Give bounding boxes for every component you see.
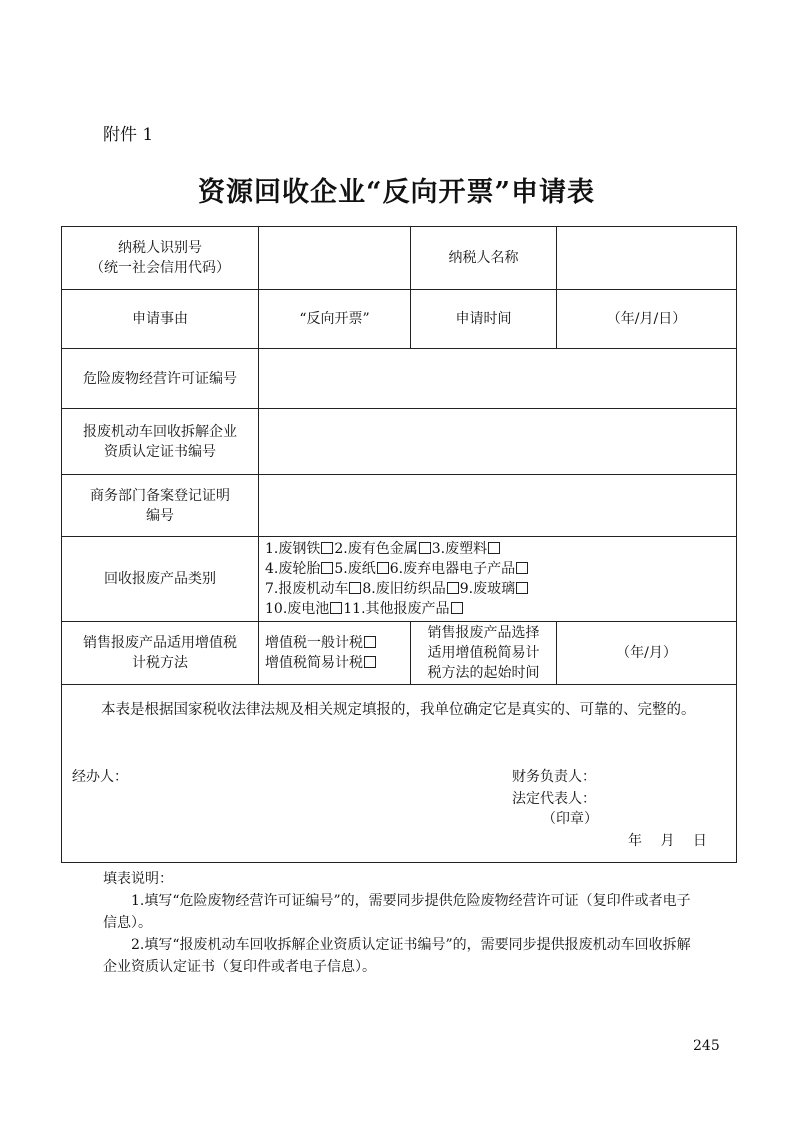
vehicle-cert-label — [62, 409, 259, 475]
taxpayer-id-label-line2: （统一社会信用代码） — [90, 260, 230, 276]
vat-method-label-line2: 计税方法 — [132, 655, 188, 671]
category-8-checkbox[interactable] — [447, 582, 459, 594]
category-9-checkbox[interactable] — [516, 582, 528, 594]
taxpayer-id-field[interactable] — [259, 227, 411, 290]
category-4-checkbox[interactable] — [321, 562, 333, 574]
form-title: 资源回收企业“反向开票”申请表 — [197, 177, 596, 208]
reason-label: 申请事由 — [62, 290, 259, 349]
reason-value: “反向开票” — [259, 290, 411, 349]
vat-general-label: 增值税一般计税 — [265, 635, 363, 651]
vat-option-general — [265, 633, 404, 653]
vehicle-cert-field[interactable] — [259, 409, 737, 475]
simple-start-label — [411, 622, 557, 685]
vehicle-cert-label-line2: 资质认定证书编号 — [104, 443, 216, 460]
vat-general-checkbox[interactable] — [364, 636, 376, 648]
category-6-checkbox[interactable] — [516, 562, 528, 574]
apply-time-field[interactable]: （年/月/日） — [557, 290, 737, 349]
note-item-2: 2.填写“报废机动车回收拆解企业资质认定证书编号”的，需要同步提供报废机动车回收拆解企业资质认定证书（复印件或者电子信息）。 — [103, 937, 691, 975]
taxpayer-id-label — [62, 227, 259, 290]
category-line — [265, 559, 730, 579]
category-7-checkbox[interactable] — [349, 582, 361, 594]
taxpayer-name-label: 纳税人名称 — [411, 227, 557, 290]
hazard-license-field[interactable] — [259, 349, 737, 409]
taxpayer-name-field[interactable] — [557, 227, 737, 290]
simple-start-label-line3: 税方法的起始时间 — [427, 665, 540, 681]
category-11-checkbox[interactable] — [451, 602, 463, 614]
agent-label: 经办人： — [72, 769, 128, 785]
commerce-field[interactable] — [259, 475, 737, 537]
category-3-checkbox[interactable] — [488, 542, 500, 554]
hazard-license-label: 危险废物经营许可证编号 — [62, 349, 259, 409]
date-label: 年 月 日 — [628, 833, 707, 849]
category-6-label: 6.废弃电器电子产品 — [389, 561, 516, 577]
page-number: 245 — [693, 1038, 720, 1054]
note-item-1: 1.填写“危险废物经营许可证编号”的，需要同步提供危险废物经营许可证（复印件或者电子信息）。 — [103, 893, 691, 931]
declaration-cell — [62, 685, 737, 863]
finance-head-label: 财务负责人： — [512, 769, 596, 785]
category-line — [265, 599, 730, 619]
commerce-label-line1: 商务部门备案登记证明 — [90, 487, 230, 504]
vat-simple-checkbox[interactable] — [364, 656, 376, 668]
commerce-label-line2: 编号 — [146, 507, 174, 524]
category-8-label: 8.废旧纺织品 — [362, 581, 446, 597]
simple-start-label-line2: 适用增值税简易计 — [427, 645, 540, 661]
category-3-label: 3.废塑料 — [431, 541, 488, 557]
category-5-label: 5.废纸 — [334, 561, 376, 577]
vat-method-label-line1: 销售报废产品适用增值税 — [83, 635, 237, 651]
category-7-label: 7.报废机动车 — [265, 581, 349, 597]
category-1-checkbox[interactable] — [321, 542, 333, 554]
commerce-label — [62, 475, 259, 537]
vat-option-simple — [265, 653, 404, 673]
category-line — [265, 539, 730, 559]
category-2-label: 2.废有色金属 — [334, 541, 418, 557]
category-4-label: 4.废轮胎 — [265, 561, 321, 577]
category-label: 回收报废产品类别 — [62, 537, 259, 622]
apply-time-label: 申请时间 — [411, 290, 557, 349]
category-line — [265, 579, 730, 599]
category-10-label: 10.废电池 — [265, 601, 330, 617]
filling-notes — [103, 868, 703, 978]
vat-simple-label: 增值税简易计税 — [265, 655, 363, 671]
vat-method-options — [259, 622, 411, 685]
category-2-checkbox[interactable] — [419, 542, 431, 554]
simple-start-label-line1: 销售报废产品选择 — [427, 625, 540, 641]
legal-rep-label: 法定代表人： — [512, 791, 596, 807]
category-9-label: 9.废玻璃 — [459, 581, 516, 597]
application-form-table — [61, 226, 737, 863]
category-options — [259, 537, 737, 622]
category-1-label: 1.废钢铁 — [265, 541, 321, 557]
vehicle-cert-label-line1: 报废机动车回收拆解企业 — [83, 423, 237, 440]
seal-label: （印章） — [542, 811, 598, 827]
category-11-label: 11.其他报废产品 — [343, 601, 450, 617]
notes-heading: 填表说明： — [103, 871, 173, 887]
declaration-text: 本表是根据国家税收法律法规及相关规定填报的，我单位确定它是真实的、可靠的、完整的。 — [101, 702, 696, 718]
taxpayer-id-label-line1: 纳税人识别号 — [118, 240, 202, 256]
category-10-checkbox[interactable] — [330, 602, 342, 614]
vat-method-label — [62, 622, 259, 685]
category-5-checkbox[interactable] — [377, 562, 389, 574]
simple-start-field[interactable]: （年/月） — [557, 622, 737, 685]
attachment-label: 附件 1 — [103, 125, 154, 145]
